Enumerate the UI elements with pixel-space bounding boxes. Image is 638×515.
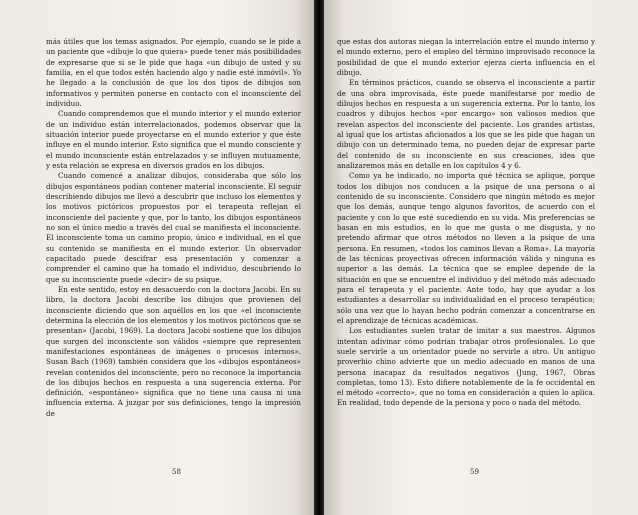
left-paragraph-3: Cuando comencé a analizar dibujos, consideraba que sólo los dibujos espontáneos podían contener material inconsciente. El seguir describiendo dibujos me llevó a descubrir que incluso los elementos y los motivos pictóricos propuestos por el terapeuta reflejan el inconsciente del paciente y que, por lo tanto, los dibujos espontáneos no son el único medio a través del cual se manifiesta el inconsciente. El inconsciente toma un camino propio, único e individual, en el que su contenido se manifiesta en el mundo exterior. Un observador capacitado puede descifrar esa presentación y comenzar a comprender el camino que ha tomado el individuo, descubriendo lo que su inconsciente puede «decir» de su psique.	[46, 171, 301, 284]
right-paragraph-1: que estas dos autoras niegan la interrelación entre el mundo interno y el mundo externo, pero el empleo del término improvisado reconoce la posibilidad de que el mundo exterior ejerza cierta influencia en el dibujo.	[337, 37, 595, 77]
left-page-text	[46, 37, 301, 419]
left-paragraph-1: más útiles que los temas asignados. Por ejemplo, cuando se le pide a un paciente que «dibuje lo que quiera» puede tener más posibilidades de expresarse que si se le pide que haga «un dibujo de usted y su familia, en el que todos estén haciendo algo y nadie esté inmóvil». Yo he llegado a la conclusión de que los dos tipos de dibujos son informativos y permiten ponerse en contacto con el inconsciente del individuo.	[46, 37, 301, 108]
book-gutter	[314, 0, 324, 515]
left-paragraph-2: Cuando comprendemos que el mundo interior y el mundo exterior de un individuo están interrelacionados, podemos observar que la situación interior puede proyectarse en el mundo exterior y que éste influye en el mundo interior. Esto significa que el mundo consciente y el mundo inconsciente están entrelazados y se influyen mutuamente, y esta relación se expresa en diversos grados en los dibujos.	[46, 109, 301, 170]
right-paragraph-2: En términos prácticos, cuando se observa el inconsciente a partir de una obra improvisada, éste puede manifestarse por medio de dibujos hechos en respuesta a un sugerencia externa. Por lo tanto, los cuadros y dibujos hechos «por encargo» son valiosos medios que revelan aspectos del inconsciente del paciente. Los grandes artistas, al igual que los artistas aficionados a los que se les pide que hagan un dibujo con un determinado tema, no pueden dejar de expresar parte del contenido de su inconsciente en sus creaciones, idea que analizaremos más en detalle en los capítulos 4 y 6.	[337, 78, 595, 170]
right-page-text	[337, 37, 595, 409]
right-paragraph-4: Los estudiantes suelen tratar de imitar a sus maestros. Algunos intentan adivinar cómo podrían trabajar otros profesionales. Lo que suele servirle a un orientador puede no servirle a otro. Un antiguo proverbio chino advierte que un medio adecuado en manos de una persona inacapaz da resultados negativos (Jung, 1967, Obras completas, tomo 13). Esto difiere notablemente de la fe occidental en el método «correcto», que no toma en consideración a quien lo aplica. En realidad, todo depende de la persona y poco o nada del método.	[337, 326, 595, 408]
left-page-number: 58	[172, 468, 181, 476]
right-page-number: 59	[470, 468, 479, 476]
right-page	[319, 0, 638, 515]
left-paragraph-4: En este sentido, estoy en desacuerdo con la doctora Jacobi. En su libro, la doctora Jacobi describe los dibujos que provienen del inconsciente diciendo que son aquéllos en los que «el inconsciente determina la elección de los elementos y los motivos pictóricos que se presentan» (Jacobi, 1969). La doctora Jacobi sostiene que los dibujos que surgen del inconsciente son válidos «siempre que representen manifestaciones espontáneas de imágenes o procesos internos». Susan Bach (1969) también considera que los «dibujos espontáneos» revelan contenidos del inconsciente, pero no reconoce la importancia de los dibujos hechos en respuesta a una sugerencia externa. Por definición, «espontáneo» significa que no tiene una causa ni una influencia externa. A juzgar por sus definiciones, tengo la impresión de	[46, 284, 301, 418]
right-paragraph-3: Como ya he indicado, no importa qué técnica se aplique, porque todos los dibujos nos conducen a la psique de una persona o al contenido de su inconsciente. Considero que ningún método es mejor que los demás, aunque tengo algunos favoritos, de acuerdo con el paciente y con lo que esté sucediendo en su vida. Mis preferencias se basan en mis estudios, en lo que me gusta o me disgusta, y no pretendo afirmar que otros métodos no lleven a la psique de una persona. En resumen, «todos los caminos llevan a Roma». La mayoría de las técnicas proyectivas ofrecen información válida y ninguna es superior a las demás. La técnica que se emplee depende de la situación en que se encuentre el individuo y del método más adecuado para el terapeuta y el paciente. Ante todo, hay que ayudar a los estudiantes a desarrollar su individualidad en el proceso terapéutico; sólo una vez que lo hayan hecho podrán comenzar a concentrarse en el aprendizaje de técnicas académicas.	[337, 171, 595, 325]
